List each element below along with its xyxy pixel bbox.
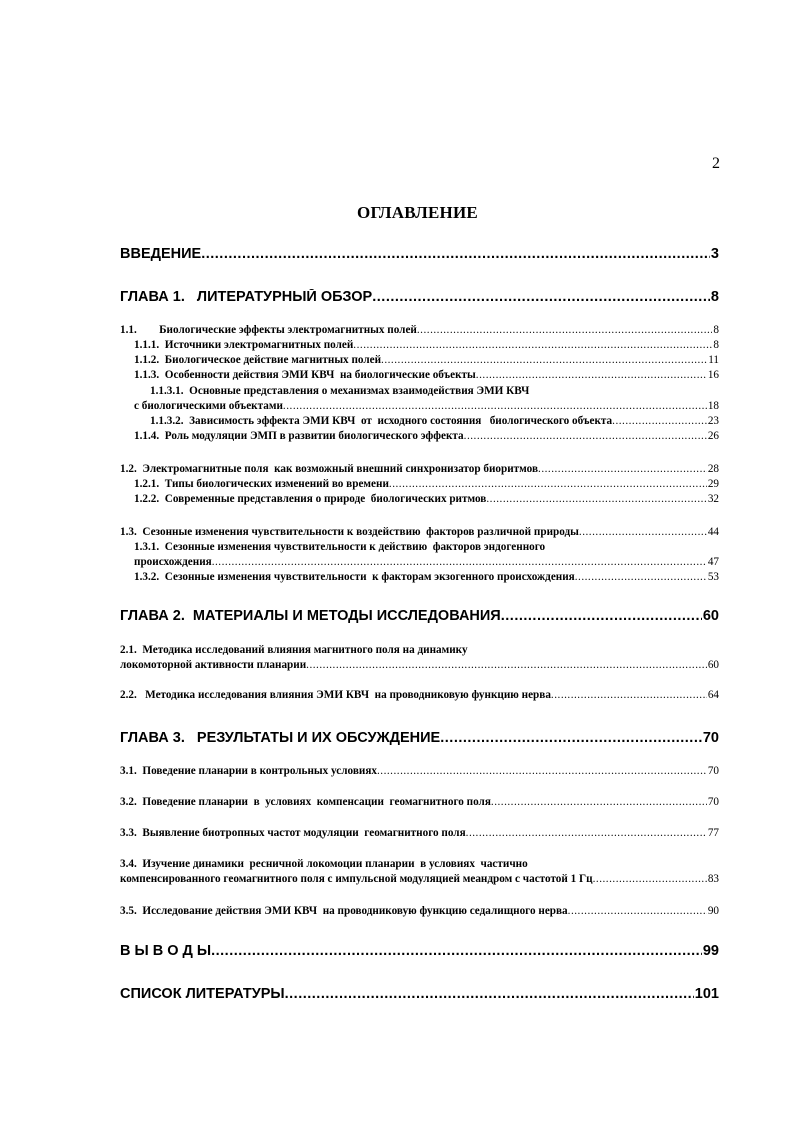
toc-label: 1.1. Биологические эффекты электромагнитных полей [120, 324, 417, 336]
toc-entry-1-1-1[interactable] [134, 339, 719, 352]
toc-leader [579, 526, 707, 539]
toc-entry-1-1-3-1[interactable] [134, 400, 719, 413]
toc-entry-chapter-2[interactable] [120, 608, 719, 625]
toc-leader [306, 659, 707, 672]
toc-page: 90 [707, 905, 719, 917]
toc-leader [466, 827, 707, 840]
toc-page: 70 [707, 796, 719, 808]
toc-page: 8 [713, 324, 719, 336]
toc-leader [593, 873, 707, 886]
toc-entry-intro[interactable] [120, 246, 719, 263]
toc-leader [211, 943, 702, 960]
toc-page: 60 [702, 608, 719, 624]
toc-entry-3-4-line1: 3.4. Изучение динамики ресничной локомоции планарии в условиях частично [120, 858, 528, 870]
toc-leader [476, 369, 707, 382]
page-number: 2 [712, 155, 720, 172]
toc-page: 47 [707, 556, 719, 568]
toc-leader [377, 765, 707, 778]
toc-page: 8 [713, 339, 719, 351]
toc-page: 101 [694, 986, 719, 1002]
toc-leader [381, 354, 707, 367]
toc-page: 29 [707, 478, 719, 490]
toc-page: 70 [707, 765, 719, 777]
toc-page: 16 [707, 369, 719, 381]
toc-label: ГЛАВА 1. ЛИТЕРАТУРНЫЙ ОБЗОР [120, 289, 373, 305]
toc-entry-chapter-1[interactable] [120, 289, 719, 306]
toc-entry-chapter-3[interactable] [120, 730, 719, 747]
toc-label: компенсированного геомагнитного поля с импульсной модуляцией меандром с частотой 1 Гц [120, 873, 593, 885]
toc-leader [491, 796, 707, 809]
toc-leader [440, 730, 702, 747]
toc-leader [283, 400, 707, 413]
toc-page: 53 [707, 571, 719, 583]
toc-entry-1-1-2[interactable] [134, 354, 719, 367]
toc-page: 32 [707, 493, 719, 505]
toc-leader [285, 986, 694, 1003]
toc-leader [372, 289, 710, 306]
toc-entry-1-1-3[interactable] [134, 369, 719, 382]
document-title: ОГЛАВЛЕНИЕ [357, 203, 478, 222]
toc-entry-references[interactable] [120, 986, 719, 1003]
toc-leader [538, 463, 707, 476]
toc-label: 3.1. Поведение планарии в контрольных условиях [120, 765, 377, 777]
toc-leader [353, 339, 712, 352]
toc-label: 1.2.2. Современные представления о природе биологических ритмов [134, 493, 487, 505]
toc-page: 3 [710, 246, 719, 262]
toc-entry-3-2[interactable] [120, 796, 719, 809]
toc-entry-1-2-2[interactable] [134, 493, 719, 506]
toc-label: 1.3. Сезонные изменения чувствительности к воздействию факторов различной природы [120, 526, 579, 538]
toc-leader [417, 324, 713, 337]
toc-entry-1-2-1[interactable] [134, 478, 719, 491]
toc-label: 1.1.3. Особенности действия ЭМИ КВЧ на биологические объекты [134, 369, 476, 381]
toc-label: 3.2. Поведение планарии в условиях компенсации геомагнитного поля [120, 796, 491, 808]
toc-label: ГЛАВА 2. МАТЕРИАЛЫ И МЕТОДЫ ИССЛЕДОВАНИЯ [120, 608, 501, 624]
toc-page: 44 [707, 526, 719, 538]
toc-page: 11 [708, 354, 719, 366]
toc-label: 3.5. Исследование действия ЭМИ КВЧ на проводниковую функцию седалищного нерва [120, 905, 568, 917]
toc-entry-1-2[interactable] [120, 463, 719, 476]
toc-entry-1-3-1-line1: 1.3.1. Сезонные изменения чувствительности к действию факторов эндогенного [134, 541, 546, 553]
toc-page: 70 [702, 730, 719, 746]
toc-page: 77 [707, 827, 719, 839]
toc-label: 1.2.1. Типы биологических изменений во времени [134, 478, 389, 490]
toc-leader [501, 608, 702, 625]
toc-leader [389, 478, 707, 491]
toc-leader [568, 905, 707, 918]
toc-leader [551, 689, 707, 702]
toc-leader [486, 493, 706, 506]
toc-leader [201, 246, 710, 263]
toc-entry-2-2[interactable] [120, 689, 719, 702]
toc-label: 1.2. Электромагнитные поля как возможный внешний синхронизатор биоритмов [120, 463, 539, 475]
toc-entry-1-3-2[interactable] [134, 571, 719, 584]
toc-entry-1-3-1[interactable] [134, 556, 719, 569]
toc-entry-conclusions[interactable] [120, 943, 719, 960]
toc-entry-2-1-line1: 2.1. Методика исследований влияния магнитного поля на динамику [120, 644, 468, 656]
toc-entry-1-1-3-1-line1: 1.1.3.1. Основные представления о механизмах взаимодействия ЭМИ КВЧ [150, 385, 530, 397]
toc-label: 1.1.1. Источники электромагнитных полей [134, 339, 354, 351]
toc-label: локомоторной активности планарии [120, 659, 307, 671]
toc-entry-1-1[interactable] [120, 324, 719, 337]
toc-entry-3-3[interactable] [120, 827, 719, 840]
toc-label: 3.3. Выявление биотропных частот модуляции геомагнитного поля [120, 827, 466, 839]
toc-entry-1-3[interactable] [120, 526, 719, 539]
toc-entry-3-1[interactable] [120, 765, 719, 778]
toc-label: происхождения [134, 556, 212, 568]
toc-leader [575, 571, 707, 584]
toc-label: 1.3.2. Сезонные изменения чувствительности к факторам экзогенного происхождения [134, 571, 575, 583]
toc-label: 1.1.2. Биологическое действие магнитных полей [134, 354, 382, 366]
toc-label: ВВЕДЕНИЕ [120, 246, 202, 262]
toc-page: 83 [707, 873, 719, 885]
toc-page: 8 [710, 289, 719, 305]
toc-entry-2-1[interactable] [120, 659, 719, 672]
toc-page: 23 [707, 415, 719, 427]
toc-entry-1-1-3-2[interactable] [150, 415, 719, 428]
toc-page: 28 [707, 463, 719, 475]
toc-leader [612, 415, 707, 428]
toc-label: ГЛАВА 3. РЕЗУЛЬТАТЫ И ИХ ОБСУЖДЕНИЕ [120, 730, 441, 746]
toc-page: 64 [707, 689, 719, 701]
toc-label: 1.1.3.2. Зависимость эффекта ЭМИ КВЧ от исходного состояния биологического объекта [150, 415, 613, 427]
toc-label: 2.2. Методика исследования влияния ЭМИ КВЧ на проводниковую функцию нерва [120, 689, 551, 701]
toc-label: 1.1.4. Роль модуляции ЭМП в развитии биологического эффекта [134, 430, 464, 442]
toc-label: СПИСОК ЛИТЕРАТУРЫ [120, 986, 285, 1002]
toc-leader [212, 556, 707, 569]
toc-label: В Ы В О Д Ы [120, 943, 212, 959]
toc-page: 99 [702, 943, 719, 959]
toc-label: с биологическими объектами [134, 400, 283, 412]
toc-entry-1-1-4[interactable] [134, 430, 719, 443]
toc-page: 26 [707, 430, 719, 442]
toc-leader [464, 430, 707, 443]
toc-entry-3-5[interactable] [120, 905, 719, 918]
toc-page: 60 [707, 659, 719, 671]
toc-page: 18 [707, 400, 719, 412]
toc-entry-3-4[interactable] [120, 873, 719, 886]
